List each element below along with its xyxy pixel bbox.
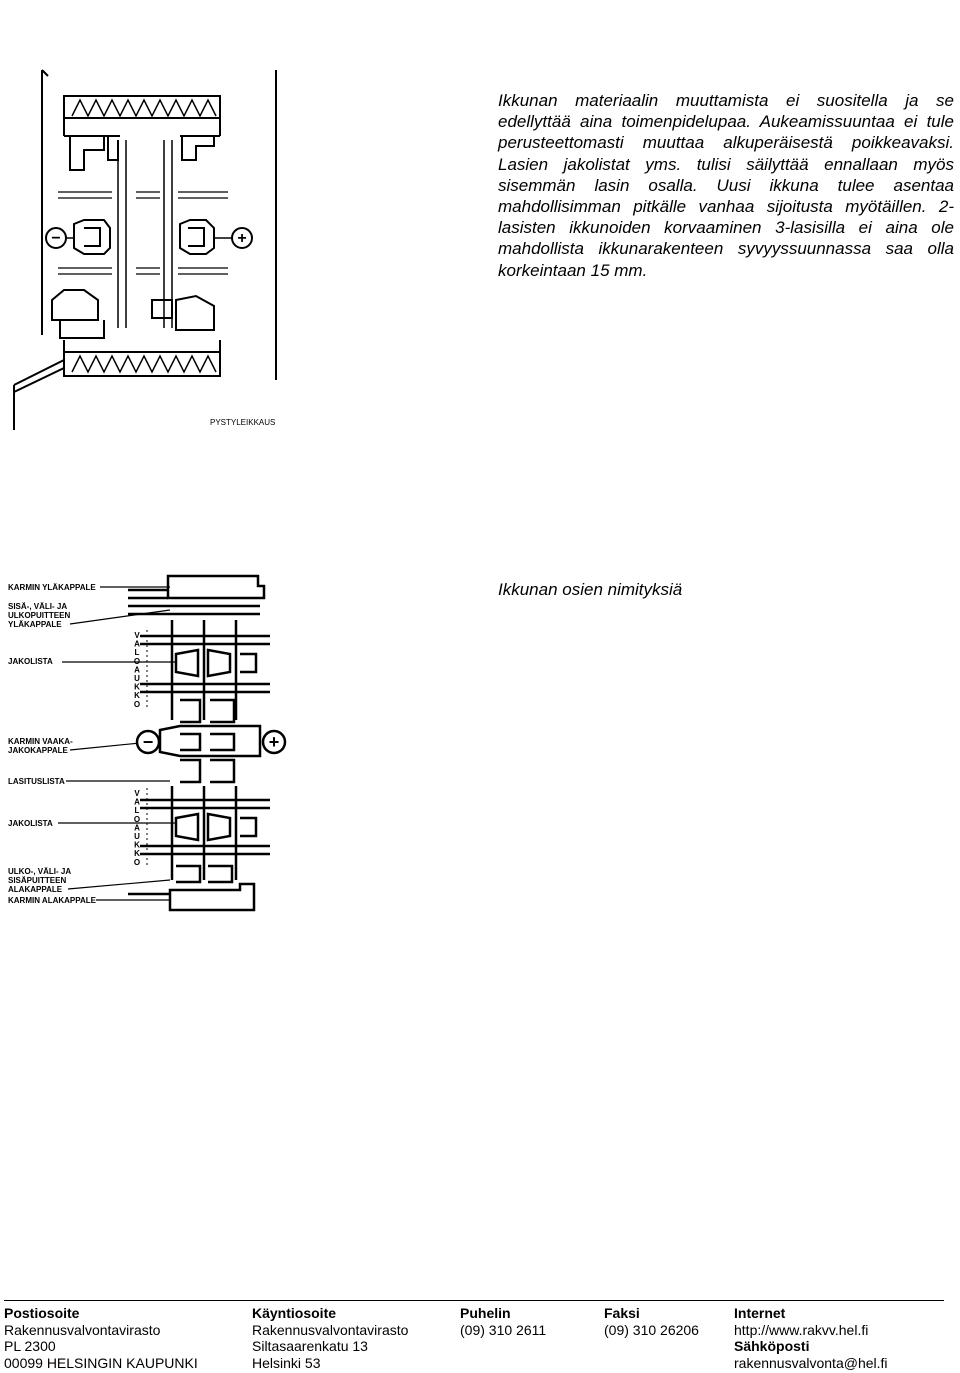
footer-column-line: Helsinki 53 — [252, 1354, 321, 1371]
footer-column-line: Rakennusvalvontavirasto — [4, 1321, 161, 1338]
label-karmin-ylakappale: KARMIN YLÄKAPPALE — [8, 583, 96, 592]
footer-column-heading: Postiosoite — [4, 1305, 80, 1321]
footer-column-line: (09) 310 26206 — [604, 1321, 699, 1338]
label-puitteen-alakappale-2: SISÄPUITTEEN — [8, 876, 67, 885]
valoaukko-letter: K — [134, 691, 140, 701]
footer-column-4 — [604, 1305, 699, 1371]
footer-column-line: rakennusvalvonta@hel.fi — [734, 1354, 888, 1371]
footer-column-line: Siltasaarenkatu 13 — [252, 1338, 368, 1354]
label-puitteen-alakappale-1: ULKO-, VÄLI- JA — [8, 867, 72, 876]
footer-column-1 — [4, 1305, 198, 1371]
figure1-polarity-symbols — [46, 228, 252, 248]
footer-column-3 — [460, 1305, 546, 1371]
label-karmin-alakappale: KARMIN ALAKAPPALE — [8, 896, 96, 905]
label-jakolista-1: JAKOLISTA — [8, 657, 53, 666]
plus-symbol: + — [237, 230, 247, 247]
valoaukko-letter: A — [134, 665, 140, 675]
valoaukko-letter: K — [134, 682, 140, 692]
valoaukko-letter: U — [134, 674, 140, 683]
footer-column-2 — [252, 1305, 408, 1371]
valoaukko-upper — [134, 630, 147, 710]
intro-paragraph: Ikkunan materiaalin muuttamista ei suositella ja se edellyttää aina toimenpidelupaa. Aukeamissuuntaa ei tule perusteettomasti muuttaa alkuperäisestä poikkeavaksi. Lasien jakolistat yms. tulisi säilyttää ennallaan myös sisemmän lasin osalla. Uusi ikkuna tulee asentaa mahdollisimman pitkälle vanhaa sijoitusta myötäillen. 2-lasisten ikkunoiden korvaaminen 3-lasisilla ei aina ole mahdollista ikkunarakenteen syvyyssuunnassa saa olla korkeintaan 15 mm. — [498, 91, 954, 280]
footer-column-heading: Puhelin — [460, 1305, 511, 1321]
minus-symbol: − — [51, 230, 61, 247]
valoaukko-letter: A — [134, 797, 140, 807]
plus-symbol: + — [268, 732, 280, 752]
valoaukko-letter: A — [134, 823, 140, 833]
footer-column-line: (09) 310 2611 — [460, 1321, 547, 1338]
label-puitteen-ylakappale-3: YLÄKAPPALE — [8, 620, 62, 629]
figure1-vertical-section — [14, 70, 276, 430]
label-puitteen-alakappale-3: ALAKAPPALE — [8, 885, 63, 894]
valoaukko-letter: O — [133, 814, 141, 824]
valoaukko-letter: L — [134, 806, 140, 816]
footer-column-line: Rakennusvalvontavirasto — [252, 1321, 409, 1338]
footer-column-heading: Internet — [734, 1305, 786, 1321]
footer-column-line: http://www.rakvv.hel.fi — [734, 1321, 869, 1338]
footer-column-heading: Faksi — [604, 1305, 640, 1321]
footer-column-line: 00099 HELSINGIN KAUPUNKI — [4, 1354, 198, 1371]
footer-column-line — [460, 1355, 546, 1372]
valoaukko-letter: A — [134, 639, 140, 649]
label-puitteen-ylakappale-2: ULKOPUITTEEN — [8, 611, 71, 620]
figure2-caption: Ikkunan osien nimityksiä — [498, 580, 683, 599]
footer-column-line — [460, 1338, 546, 1355]
valoaukko-letter: L — [134, 648, 140, 658]
valoaukko-letter: O — [133, 857, 141, 867]
footer-column-line: Sähköposti — [734, 1338, 810, 1354]
label-puitteen-ylakappale-1: SISÄ-, VÄLI- JA — [8, 602, 68, 611]
valoaukko-letter: U — [134, 832, 140, 841]
valoaukko-letter: O — [133, 656, 141, 666]
label-jakolista-2: JAKOLISTA — [8, 819, 53, 828]
label-lasituslista: LASITUSLISTA — [8, 777, 65, 786]
figure1-caption: PYSTYLEIKKAUS — [210, 418, 276, 427]
label-vaakajako-2: JAKOKAPPALE — [8, 746, 68, 755]
valoaukko-letter: V — [134, 631, 140, 640]
figure2-labels — [8, 583, 97, 905]
label-vaakajako-1: KARMIN VAAKA- — [8, 737, 73, 746]
valoaukko-letter: V — [134, 789, 140, 798]
footer-column-line — [604, 1338, 699, 1355]
valoaukko-letter: O — [133, 699, 141, 709]
footer-rule — [4, 1300, 944, 1301]
valoaukko-letter: K — [134, 840, 140, 850]
valoaukko-letter: K — [134, 849, 140, 859]
footer-column-heading: Käyntiosoite — [252, 1305, 337, 1321]
footer-column-line: PL 2300 — [4, 1338, 56, 1354]
minus-symbol: − — [142, 732, 154, 752]
footer-column-line — [604, 1355, 699, 1372]
footer-column-5 — [734, 1305, 888, 1371]
